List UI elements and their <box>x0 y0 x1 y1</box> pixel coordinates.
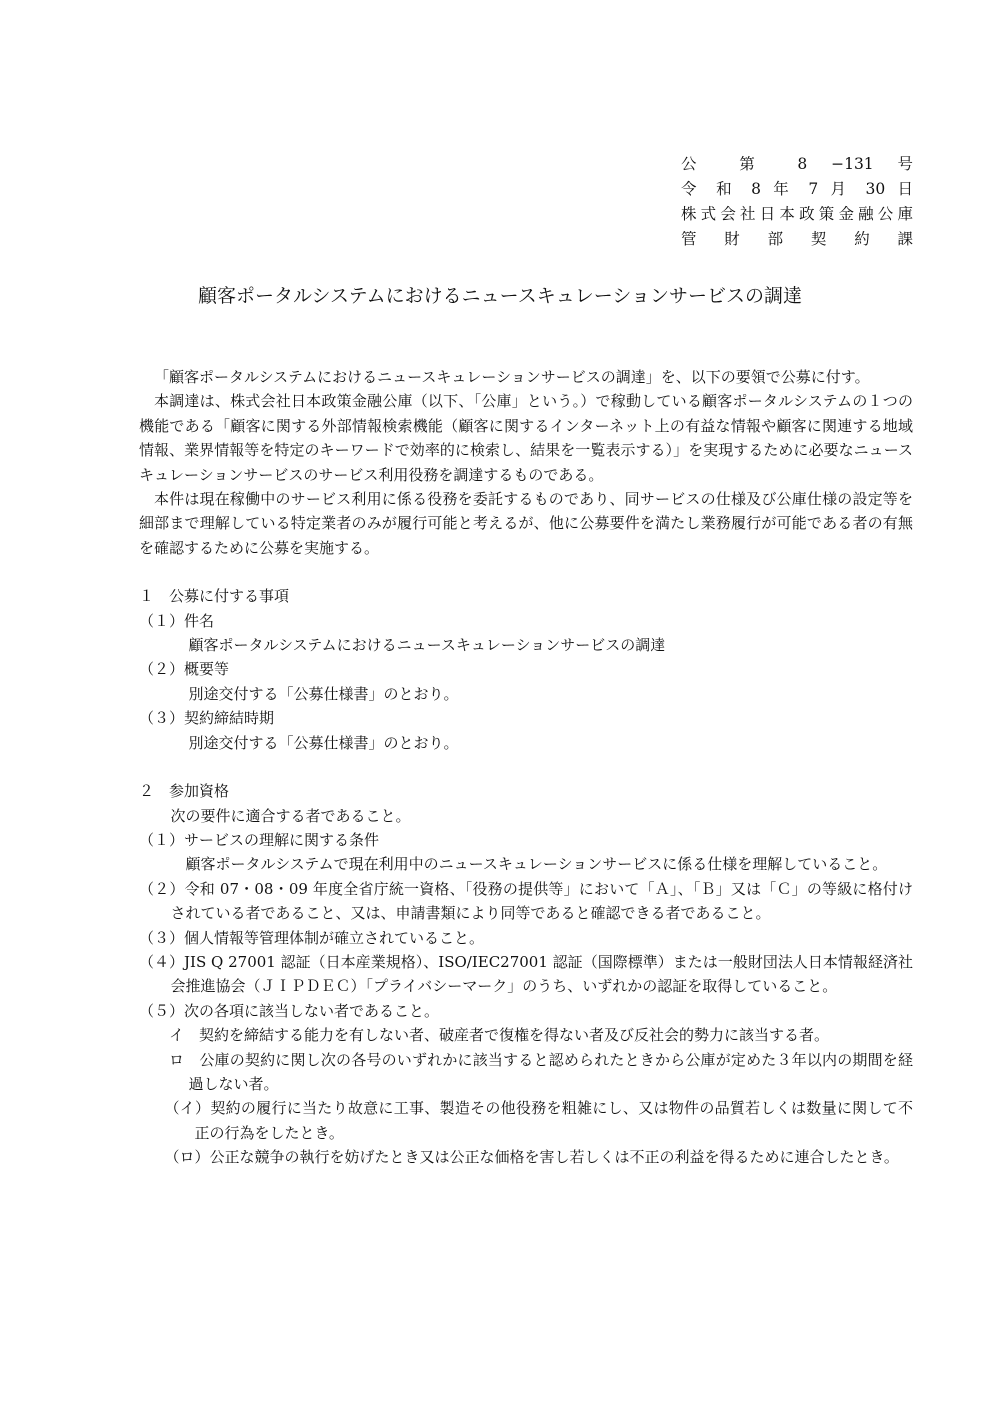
section-2-item-5: （５）次の各項に該当しない者であること。 <box>139 1001 440 1020</box>
section-1-item-1-label: （１）件名 <box>139 611 215 630</box>
spacer <box>139 755 913 779</box>
section-1-item-2-text: 別途交付する「公募仕様書」のとおり。 <box>188 684 459 703</box>
intro-paragraph-1: 「顧客ポータルシステムにおけるニュースキュレーションサービスの調達」を、以下の要領で公募に付す。 <box>154 368 870 386</box>
issuing-department: 管 財 部 契 約 課 <box>681 230 913 248</box>
document-title: 顧客ポータルシステムにおけるニュースキュレーションサービスの調達 <box>198 285 802 307</box>
section-2-item-3: （３）個人情報等管理体制が確立されていること。 <box>139 928 485 947</box>
section-2-item-1-text: 顧客ポータルシステムで現在利用中のニュースキュレーションサービスに係る仕様を理解していること。 <box>185 855 888 874</box>
section-1-item-2-label: （２）概要等 <box>139 660 230 679</box>
section-2-item-5-ro: ロ 公庫の契約に関し次の各号のいずれかに該当すると認められたときから公庫が定めた３年以内の期間を経過しない者。 <box>169 1050 913 1093</box>
intro-paragraph-3: 本件は現在稼働中のサービス利用に係る役務を委託するものであり、同サービスの仕様及び公庫仕様の設定等を細部まで理解している特定業者のみが履行可能と考えるが、他に公募要件を満たし業務履行が可能である者の有無を確認するために公募を実施する。 <box>139 490 913 557</box>
section-2-item-5-i: イ 契約を締結する能力を有しない者、破産者で復権を得ない者及び反社会的勢力に該当する者。 <box>169 1026 830 1045</box>
document-header <box>681 152 913 252</box>
issuing-organization: 株式会社日本政策金融公庫 <box>681 205 913 223</box>
section-2-item-4: （４）JIS Q 27001 認証（日本産業規格）、ISO/IEC27001 認証（国際標準）または一般財団法人日本情報経済社会推進協会（ＪＩＰＤＥＣ）「プライバシーマーク」のうち、いずれかの認証を取得していること。 <box>139 952 913 996</box>
section-1-item-1-text: 顧客ポータルシステムにおけるニュースキュレーションサービスの調達 <box>188 636 666 655</box>
document-body <box>139 365 913 1170</box>
document-date: 令 和 8 年 7 月 30 日 <box>681 180 913 198</box>
section-2-item-5-ro-1: （イ）契約の履行に当たり故意に工事、製造その他役務を粗雑にし、又は物件の品質若しくは数量に関して不正の行為をしたとき。 <box>164 1099 913 1142</box>
section-2-item-2: （２）令和 07・08・09 年度全省庁統一資格、「役務の提供等」において「Ａ」、「Ｂ」又は「Ｃ」の等級に格付けされている者であること、又は、申請書類により同等であると確認できる者であること。 <box>139 879 913 923</box>
document-number: 公 第 8 −131 号 <box>681 155 913 173</box>
section-2-heading: ２ 参加資格 <box>139 782 230 801</box>
section-2-item-1-label: （１）サービスの理解に関する条件 <box>139 830 380 849</box>
intro-paragraph-2: 本調達は、株式会社日本政策金融公庫（以下、「公庫」という。）で稼動している顧客ポータルシステムの１つの機能である「顧客に関する外部情報検索機能（顧客に関するインターネット上の有益な情報や顧客に関連する地域情報、業界情報等を特定のキーワードで効率的に検索し、結果を一覧表示する）」を実現するために必要なニュースキュレーションサービスのサービス利用役務を調達するものである。 <box>139 392 913 484</box>
section-1-heading: １ 公募に付する事項 <box>139 587 290 606</box>
section-2-intro: 次の要件に適合する者であること。 <box>170 806 411 825</box>
section-1-item-3-text: 別途交付する「公募仕様書」のとおり。 <box>188 733 459 752</box>
spacer <box>139 560 913 584</box>
section-1-item-3-label: （３）契約締結時期 <box>139 709 275 728</box>
section-2-item-5-ro-2: （ロ）公正な競争の執行を妨げたとき又は公正な価格を害し若しくは不正の利益を得るために連合したとき。 <box>164 1148 899 1167</box>
